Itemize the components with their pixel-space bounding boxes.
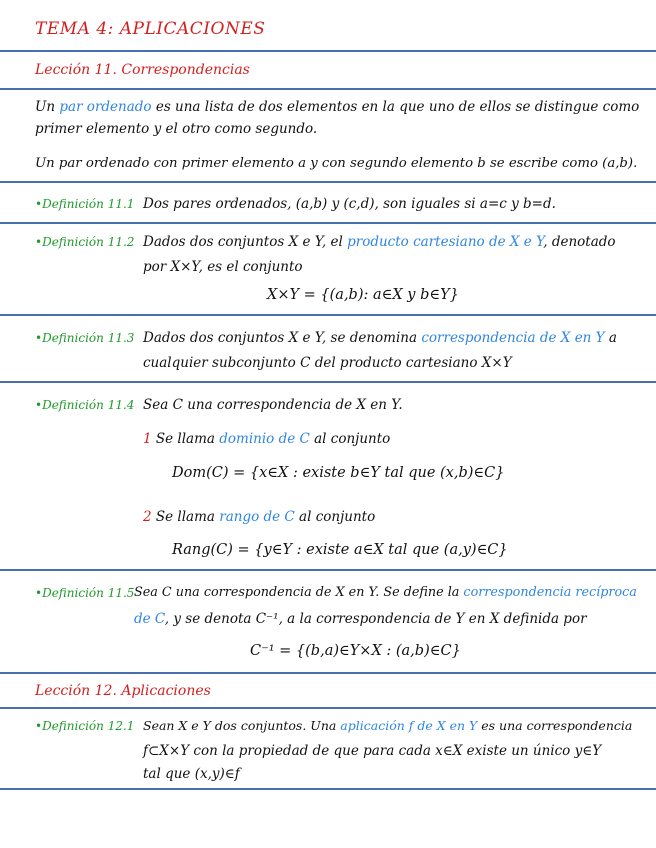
definition-11-4-label: •Definición 11.4: [35, 398, 135, 412]
lesson-12-heading: Lección 12. Aplicaciones: [35, 683, 211, 699]
term-range: rango de C: [219, 509, 295, 525]
definition-12-1-line-2: f⊂X×Y con la propiedad de que para cada x∈X existe un único y∈Y: [143, 743, 602, 759]
divider: [0, 181, 656, 183]
definition-11-3-line-1: Dados dos conjuntos X e Y, se denomina correspondencia de X en Y a: [143, 330, 617, 346]
definition-11-2-line-1: Dados dos conjuntos X e Y, el producto cartesiano de X e Y, denotado: [143, 234, 616, 250]
definition-11-4-item-1: 1 Se llama dominio de C al conjunto: [143, 431, 391, 447]
divider: [0, 381, 656, 383]
term-cartesian-product: producto cartesiano de X e Y: [347, 234, 544, 250]
definition-11-1-label: •Definición 11.1: [35, 197, 135, 211]
definition-11-5-line-2: de C, y se denota C⁻¹, a la correspondencia de Y en X definida por: [134, 611, 587, 627]
term-correspondence: correspondencia de X en Y: [421, 330, 605, 346]
definition-12-1-line-1: Sean X e Y dos conjuntos. Una aplicación f de X en Y es una correspondencia: [143, 718, 633, 733]
term-domain: dominio de C: [219, 431, 310, 447]
definition-11-2-line-2: por X×Y, es el conjunto: [143, 259, 303, 275]
definition-12-1-label: •Definición 12.1: [35, 719, 135, 733]
term-ordered-pair: par ordenado: [59, 99, 152, 115]
divider: [0, 672, 656, 674]
definition-11-2-label: •Definición 11.2: [35, 235, 135, 249]
definition-11-4-item-2: 2 Se llama rango de C al conjunto: [143, 509, 376, 525]
divider: [0, 788, 656, 790]
term-application: aplicación f de X en Y: [340, 718, 478, 733]
lesson-11-heading: Lección 11. Correspondencias: [35, 62, 250, 78]
definition-11-4-line-1: Sea C una correspondencia de X en Y.: [143, 397, 403, 413]
divider: [0, 707, 656, 709]
definition-11-5-label: •Definición 11.5: [35, 586, 135, 600]
intro-line-1: Un par ordenado es una lista de dos elementos en la que uno de ellos se distingue como: [35, 99, 640, 115]
divider: [0, 569, 656, 571]
definition-11-3-label: •Definición 11.3: [35, 331, 135, 345]
divider: [0, 50, 656, 52]
reciprocal-formula: C⁻¹ = {(b,a)∈Y×X : (a,b)∈C}: [250, 643, 461, 659]
definition-11-1-text: Dos pares ordenados, (a,b) y (c,d), son iguales si a=c y b=d.: [143, 196, 556, 212]
range-formula: Rang(C) = {y∈Y : existe a∈X tal que (a,y)∈C}: [172, 542, 508, 558]
intro-line-3: Un par ordenado con primer elemento a y con segundo elemento b se escribe como (a,b).: [35, 156, 638, 171]
page-title: TEMA 4: APLICACIONES: [35, 19, 266, 39]
divider: [0, 88, 656, 90]
divider: [0, 314, 656, 316]
domain-formula: Dom(C) = {x∈X : existe b∈Y tal que (x,b)∈C}: [172, 465, 505, 481]
term-reciprocal-correspondence: correspondencia recíproca: [463, 585, 637, 600]
definition-12-1-line-3: tal que (x,y)∈f: [143, 766, 240, 782]
divider: [0, 222, 656, 224]
definition-11-3-line-2: cualquier subconjunto C del producto cartesiano X×Y: [143, 355, 512, 371]
intro-line-2: primer elemento y el otro como segundo.: [35, 121, 318, 137]
cartesian-product-formula: X×Y = {(a,b): a∈X y b∈Y}: [267, 287, 459, 303]
definition-11-5-line-1: Sea C una correspondencia de X en Y. Se define la correspondencia recíproca: [134, 585, 637, 600]
